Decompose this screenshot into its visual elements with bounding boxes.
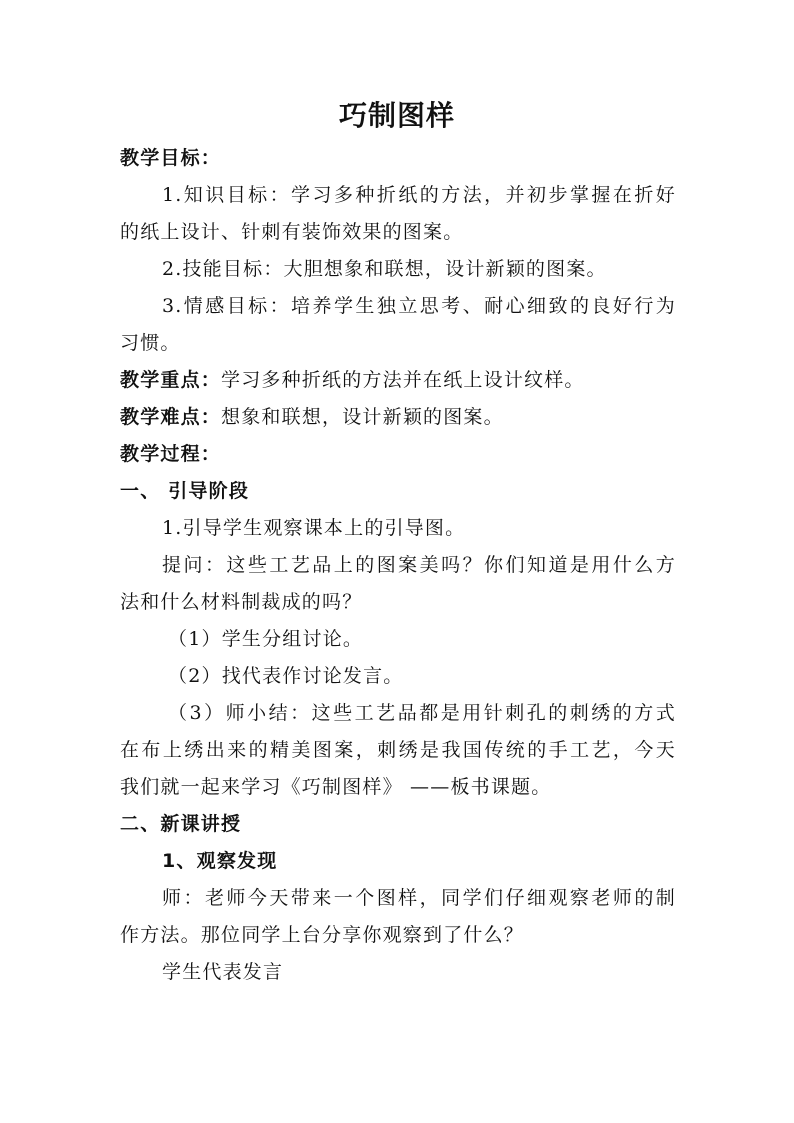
objective-emotion-line-1: 3.情感目标：培养学生独立思考、耐心细致的良好行为 <box>162 295 676 317</box>
section-2-teacher-line-1: 师：老师今天带来一个图样，同学们仔细观察老师的制 <box>162 887 676 909</box>
difficulty-text: 想象和联想，设计新颖的图案。 <box>221 406 504 428</box>
process-heading: 教学过程： <box>120 443 222 465</box>
objectives-heading: 教学目标： <box>120 147 222 169</box>
key-point-label: 教学重点： <box>120 369 222 391</box>
section-1-sub-3-line-3: 我们就一起来学习《巧制图样》 ——板书课题。 <box>120 776 552 798</box>
section-1-step-1: 1.引导学生观察课本上的引导图。 <box>162 517 466 539</box>
key-point-text: 学习多种折纸的方法并在纸上设计纹样。 <box>221 369 585 391</box>
difficulty-paragraph <box>120 399 676 436</box>
section-2-heading: 二、新课讲授 <box>120 813 242 835</box>
section-2-student: 学生代表发言 <box>162 961 284 983</box>
document-body <box>120 140 676 991</box>
section-2-sub-heading: 1、观察发现 <box>162 850 278 872</box>
section-2-teacher-line-2: 作方法。那位同学上台分享你观察到了什么？ <box>120 924 525 946</box>
document-title: 巧制图样 <box>338 99 455 132</box>
key-point-paragraph <box>120 362 676 399</box>
objective-emotion-line-2: 习惯。 <box>120 332 181 354</box>
section-1-sub-2: （2）找代表作讨论发言。 <box>168 665 404 687</box>
section-1-sub-3-line-2: 在布上绣出来的精美图案，刺绣是我国传统的手工艺，今天 <box>120 739 676 761</box>
section-1-question-line-2: 法和什么材料制裁成的吗？ <box>120 591 363 613</box>
section-1-sub-1: （1）学生分组讨论。 <box>168 628 364 650</box>
section-1-sub-3-line-1: （3）师小结：这些工艺品都是用针刺孔的刺绣的方式 <box>168 702 676 724</box>
objective-knowledge-line-2: 的纸上设计、针刺有装饰效果的图案。 <box>120 221 464 243</box>
difficulty-label: 教学难点： <box>120 406 222 428</box>
section-1-heading: 一、 引导阶段 <box>120 480 250 502</box>
objective-knowledge-line-1: 1.知识目标：学习多种折纸的方法，并初步掌握在折好 <box>162 184 676 206</box>
objective-skill: 2.技能目标：大胆想象和联想，设计新颖的图案。 <box>162 258 607 280</box>
section-1-question-line-1: 提问：这些工艺品上的图案美吗？你们知道是用什么方 <box>162 554 676 576</box>
